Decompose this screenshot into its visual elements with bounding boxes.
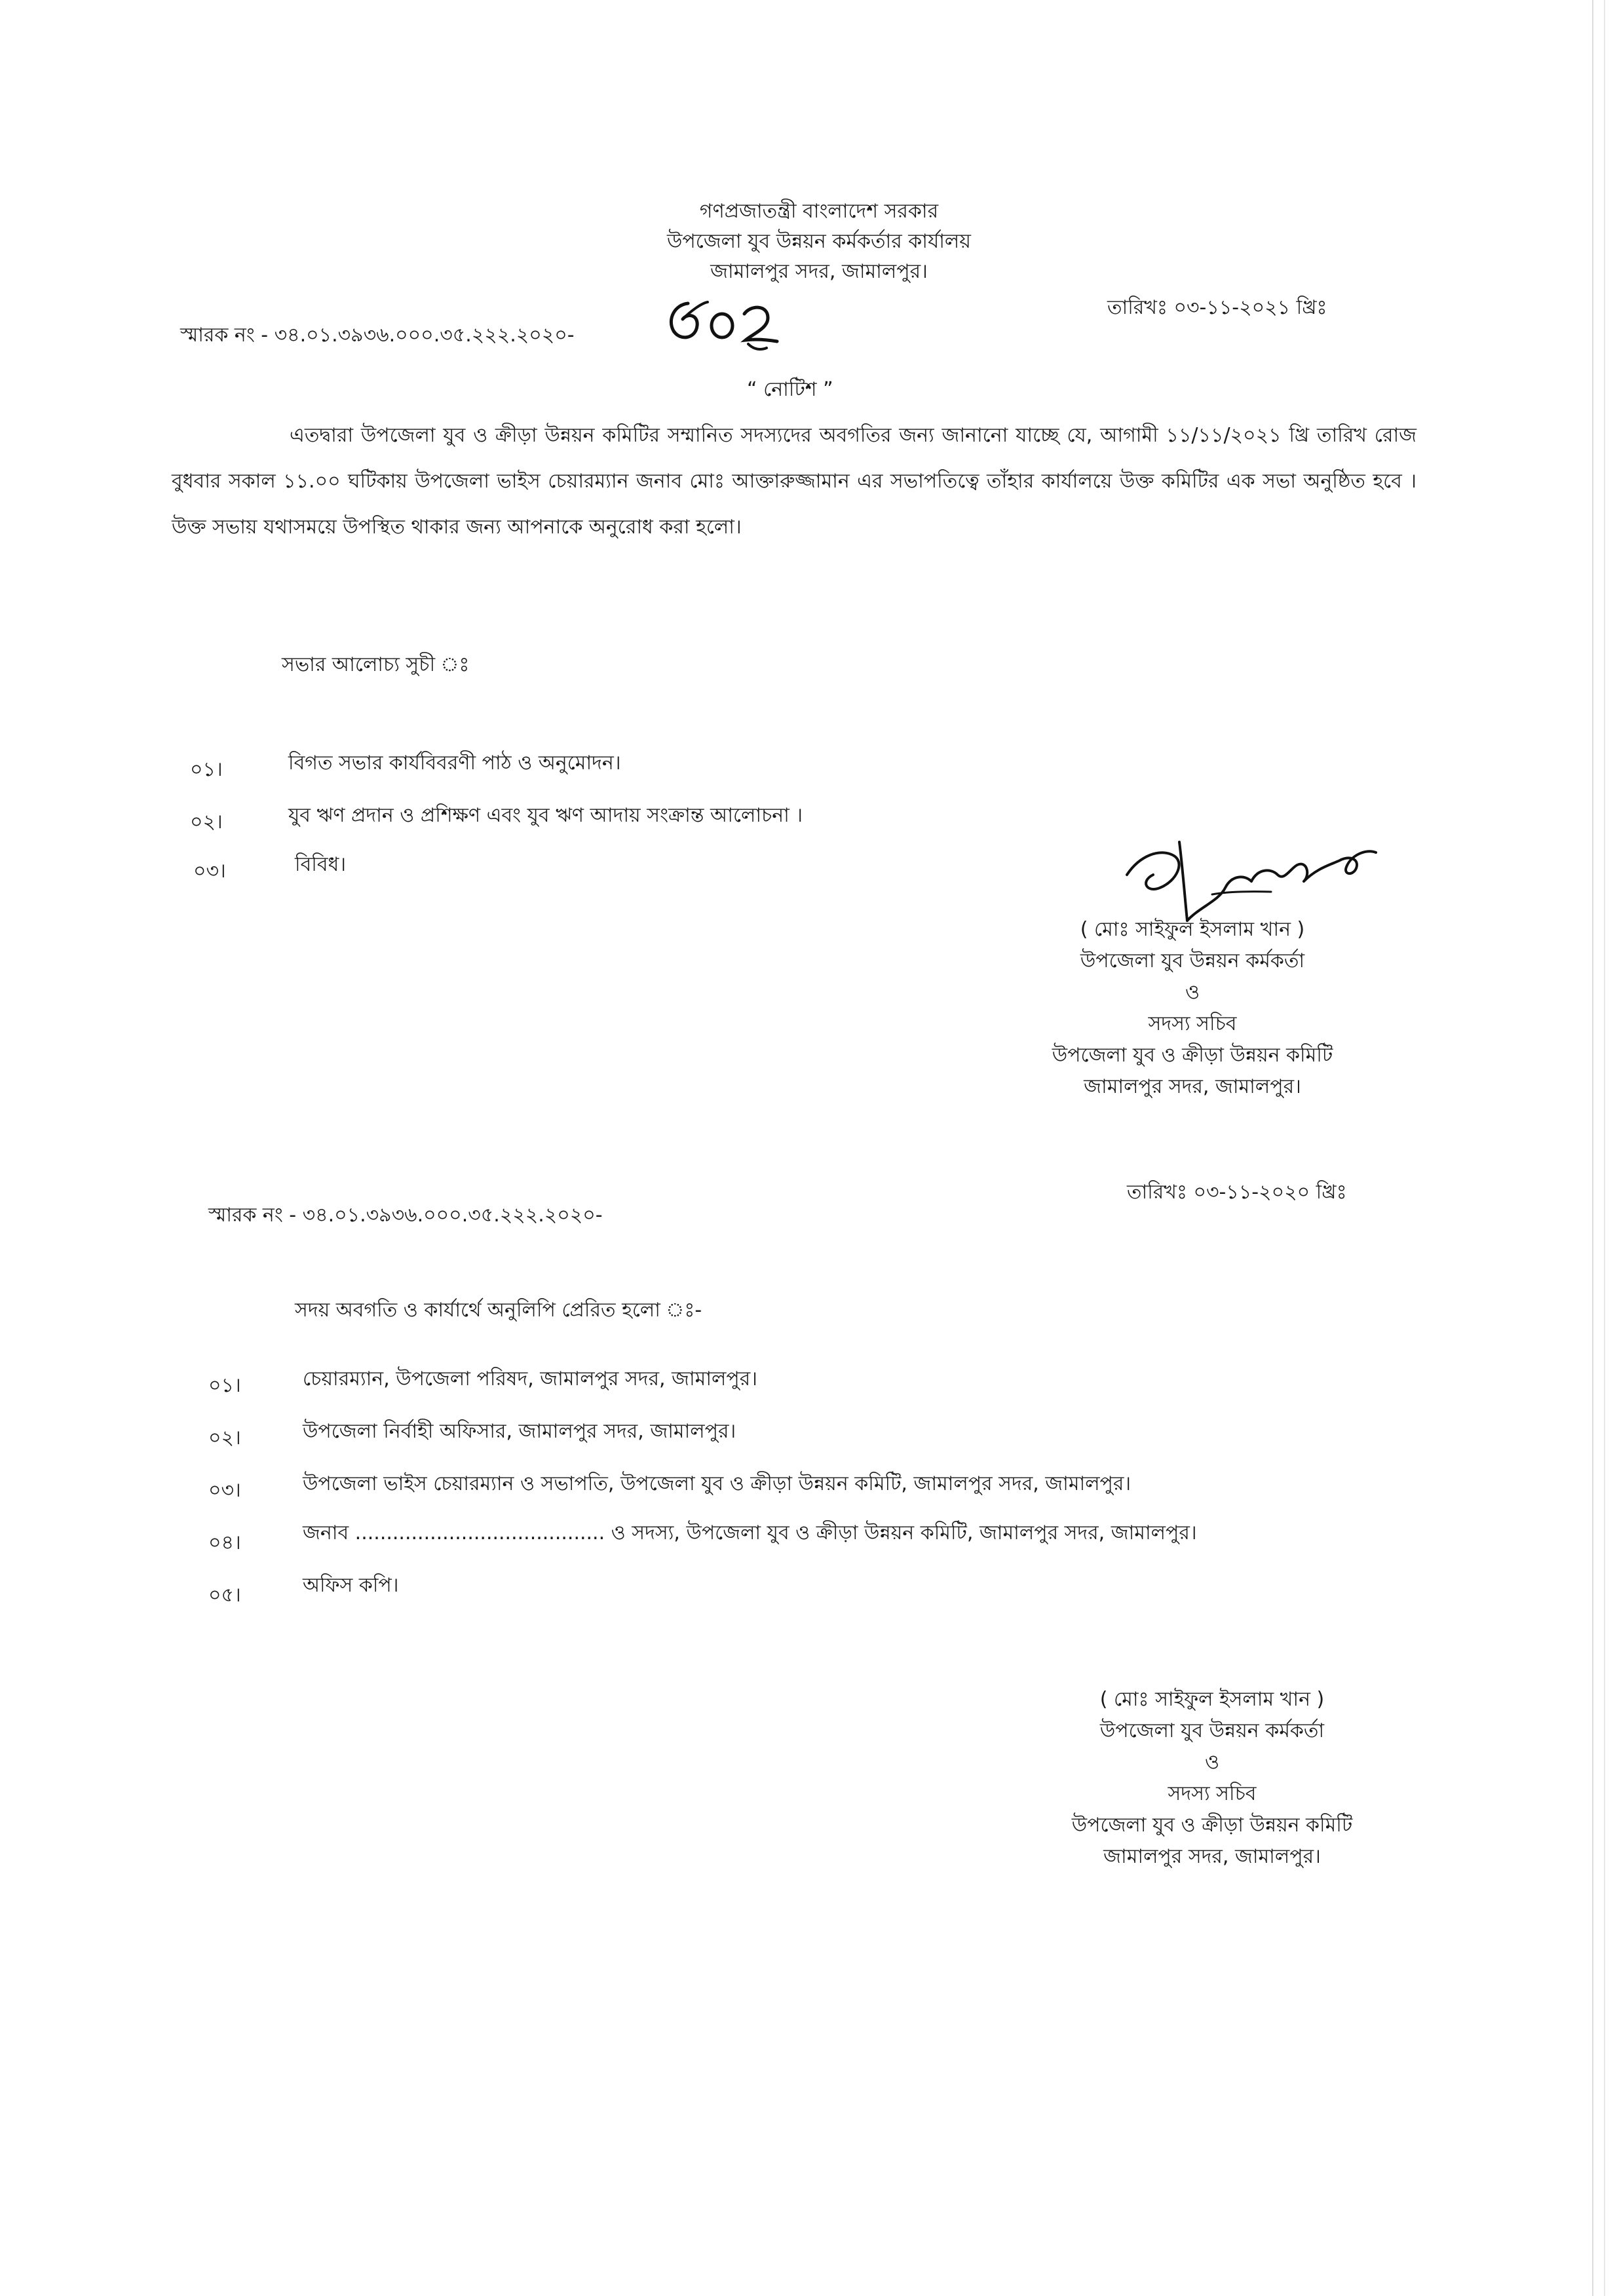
copy-item-number: ০৩।: [208, 1479, 241, 1502]
signatory-committee: উপজেলা যুব ও ক্রীড়া উন্নয়ন কমিটি: [1052, 1044, 1333, 1067]
copy-item-text: চেয়ারম্যান, উপজেলা পরিষদ, জামালপুর সদর, জামালপুর।: [303, 1368, 757, 1390]
signatory-designation: উপজেলা যুব উন্নয়ন কর্মকর্তা: [1080, 949, 1305, 972]
memo-date: তারিখঃ ০৩-১১-২০২১ খ্রিঃ: [1107, 296, 1327, 319]
notice-body-text: এতদ্বারা উপজেলা যুব ও ক্রীড়া উন্নয়ন কমিটির সম্মানিত সদস্যদের অবগতির জন্য জানানো যাচ্ছে যে, আগামী ১১/১১/২০২১ খ্রি তারিখ রোজ বুধবার সকাল ১১.০০ ঘটিকায় উপজেলা ভাইস চেয়ারম্যান জনাব মোঃ আক্তারুজ্জামান এর সভাপতিত্বে তাঁহার কার্যালয়ে উক্ত কমিটির এক সভা অনুষ্ঠিত হবে । উক্ত সভায় যথাসময়ে উপস্থিত থাকার জন্য আপনাকে অনুরোধ করা হলো।: [172, 424, 1417, 539]
signatory-and: ও: [1185, 981, 1200, 1004]
agenda-item-number: ০৩।: [193, 860, 226, 883]
agenda-item-text: বিগত সভার কার্যবিবরণী পাঠ ও অনুমোদন।: [288, 752, 621, 775]
scan-edge-line: [1604, 0, 1605, 2296]
signatory-name: ( মোঃ সাইফুল ইসলাম খান ): [1080, 918, 1305, 941]
scan-edge-line: [1592, 0, 1593, 2296]
copy-item-number: ০২।: [208, 1426, 241, 1449]
handwritten-memo-number: [662, 285, 786, 357]
agenda-item-text: বিবিধ।: [295, 853, 347, 876]
copies-heading: সদয় অবগতি ও কার্যার্থে অনুলিপি প্রেরিত হলো ঃ-: [295, 1299, 702, 1322]
copy-item-text: উপজেলা নির্বাহী অফিসার, জামালপুর সদর, জামালপুর।: [303, 1420, 736, 1443]
memo-ref-number: স্মারক নং - ৩৪.০১.৩৯৩৬.০০০.৩৫.২২২.২০২০-: [180, 324, 575, 347]
signatory-and: ও: [1204, 1751, 1220, 1774]
date-2: তারিখঃ ০৩-১১-২০২০ খ্রিঃ: [1127, 1181, 1347, 1204]
agenda-item-number: ০১।: [190, 758, 223, 781]
signatory-block: [983, 914, 1402, 1103]
letterhead-address: জামালপুর সদর, জামালপুর।: [710, 260, 928, 283]
signatory-role: সদস্য সচিব: [1148, 1012, 1237, 1035]
letterhead-govt: গণপ্রজাতন্ত্রী বাংলাদেশ সরকার: [699, 200, 939, 223]
notice-body: [172, 413, 1417, 550]
memo-ref-number-2: স্মারক নং - ৩৪.০১.৩৯৩৬.০০০.৩৫.২২২.২০২০-: [208, 1204, 603, 1227]
letterhead: [557, 197, 1081, 287]
signatory-place: জামালপুর সদর, জামালপুর।: [1103, 1845, 1321, 1868]
signatory-block-2: [1002, 1684, 1422, 1873]
copy-item-number: ০১।: [208, 1374, 241, 1397]
agenda-heading: সভার আলোচ্য সুচী ঃ: [282, 653, 470, 676]
signatory-designation: উপজেলা যুব উন্নয়ন কর্মকর্তা: [1099, 1719, 1325, 1742]
copy-item-text: জনাব ........................................ ও সদস্য, উপজেলা যুব ও ক্রীড়া উন্নয়ন কমিটি, জামালপুর সদর, জামালপুর।: [303, 1521, 1197, 1544]
signatory-name: ( মোঃ সাইফুল ইসলাম খান ): [1099, 1688, 1325, 1711]
agenda-item-number: ০২।: [190, 811, 223, 833]
copy-item-text: অফিস কপি।: [303, 1574, 399, 1597]
notice-title: “ নোটিশ ”: [747, 378, 833, 401]
copy-item-number: ০৫।: [208, 1584, 241, 1607]
copy-item-number: ০৪।: [208, 1531, 241, 1554]
signatory-place: জামালপুর সদর, জামালপুর।: [1084, 1075, 1301, 1098]
letterhead-office: উপজেলা যুব উন্নয়ন কর্মকর্তার কার্যালয়: [667, 230, 971, 253]
agenda-item-text: যুব ঋণ প্রদান ও প্রশিক্ষণ এবং যুব ঋণ আদায় সংক্রান্ত আলোচনা ।: [288, 804, 803, 827]
copy-item-text: উপজেলা ভাইস চেয়ারম্যান ও সভাপতি, উপজেলা যুব ও ক্রীড়া উন্নয়ন কমিটি, জামালপুর সদর, জামালপুর।: [303, 1472, 1132, 1495]
signatory-committee: উপজেলা যুব ও ক্রীড়া উন্নয়ন কমিটি: [1071, 1814, 1353, 1837]
signatory-role: সদস্য সচিব: [1168, 1782, 1257, 1805]
